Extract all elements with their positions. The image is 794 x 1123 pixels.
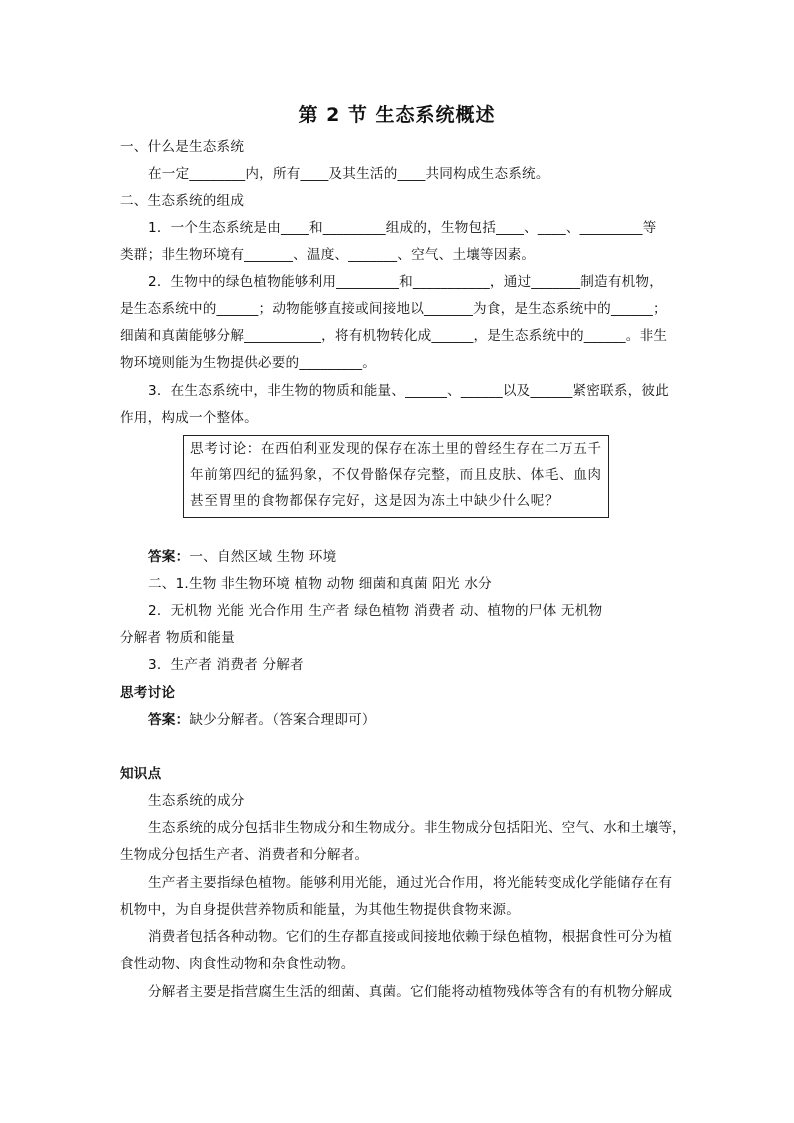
knowledge-heading: 知识点 — [120, 766, 162, 782]
knowledge-p4-line-1: 分解者主要是指营腐生生活的细菌、真菌。它们能将动植物残体等含有的有机物分解成 — [148, 984, 673, 1000]
section-1-heading: 一、什么是生态系统 — [120, 139, 245, 155]
think-box-line-2: 年前第四纪的猛犸象，不仅骨骼保存完整，而且皮肤、体毛、血肉 — [190, 467, 602, 483]
item-2-line-2: 是生态系统中的______；动物能够直接或间接地以_______为食，是生态系统中的______； — [120, 301, 667, 317]
item-2-line-3: 细菌和真菌能够分解___________，将有机物转化成______，是生态系统中的______。非生 — [120, 328, 668, 344]
item-1-line-2: 类群；非生物环境有_______、温度、_______、空气、土壤等因素。 — [120, 247, 536, 263]
answer-line-5: 3．生产者 消费者 分解者 — [148, 657, 304, 673]
answer-line-1 — [148, 547, 336, 567]
section-1-fill-blank: 在一定________内，所有____及其生活的____共同构成生态系统。 — [148, 166, 550, 182]
think-answer-label: 答案： — [148, 712, 190, 728]
knowledge-p3-line-1: 消费者包括各种动物。它们的生存都直接或间接地依赖于绿色植物，根据食性可分为植 — [148, 929, 673, 945]
item-3-line-2: 作用，构成一个整体。 — [120, 410, 258, 426]
answer-text-1: 一、自然区域 生物 环境 — [189, 549, 337, 565]
think-answer-heading: 思考讨论 — [120, 685, 176, 701]
answer-line-3: 2．无机物 光能 光合作用 生产者 绿色植物 消费者 动、植物的尸体 无机物 — [148, 603, 603, 619]
think-box-line-1: 思考讨论：在西伯利亚发现的保存在冻土里的曾经生存在二万五千 — [190, 441, 602, 457]
knowledge-p2-line-2: 机物中，为自身提供营养物质和能量，为其他生物提供食物来源。 — [120, 902, 521, 918]
item-3-line-1: 3．在生态系统中，非生物的物质和能量、______、______以及______紧密联系，彼此 — [148, 383, 670, 399]
think-discussion-box — [183, 435, 609, 518]
knowledge-p1-line-2: 生物成分包括生产者、消费者和分解者。 — [120, 847, 369, 863]
knowledge-p2-line-1: 生产者主要指绿色植物。能够利用光能，通过光合作用，将光能转变成化学能储存在有 — [148, 875, 673, 891]
answer-label: 答案： — [148, 549, 190, 565]
answer-line-2: 二、1.生物 非生物环境 植物 动物 细菌和真菌 阳光 水分 — [148, 576, 492, 592]
item-2-line-4: 物环境则能为生物提供必要的_________。 — [120, 355, 377, 371]
item-2-line-1: 2．生物中的绿色植物能够利用_________和___________，通过_______制造有机物， — [148, 274, 664, 290]
page-title: 第 2 节 生态系统概述 — [298, 104, 496, 126]
answer-line-4: 分解者 物质和能量 — [120, 630, 235, 646]
knowledge-p3-line-2: 食性动物、肉食性动物和杂食性动物。 — [120, 956, 355, 972]
section-2-heading: 二、生态系统的组成 — [120, 193, 245, 209]
knowledge-subheading: 生态系统的成分 — [148, 793, 245, 809]
think-box-line-3: 甚至胃里的食物都保存完好，这是因为冻土中缺少什么呢？ — [190, 493, 560, 509]
think-answer-line — [148, 710, 376, 730]
think-answer-text: 缺少分解者。（答案合理即可） — [189, 712, 376, 728]
item-1-line-1: 1．一个生态系统是由____和_________组成的，生物包括____、____、_________等 — [148, 220, 657, 236]
knowledge-p1-line-1: 生态系统的成分包括非生物成分和生物成分。非生物成分包括阳光、空气、水和土壤等， — [148, 820, 686, 836]
